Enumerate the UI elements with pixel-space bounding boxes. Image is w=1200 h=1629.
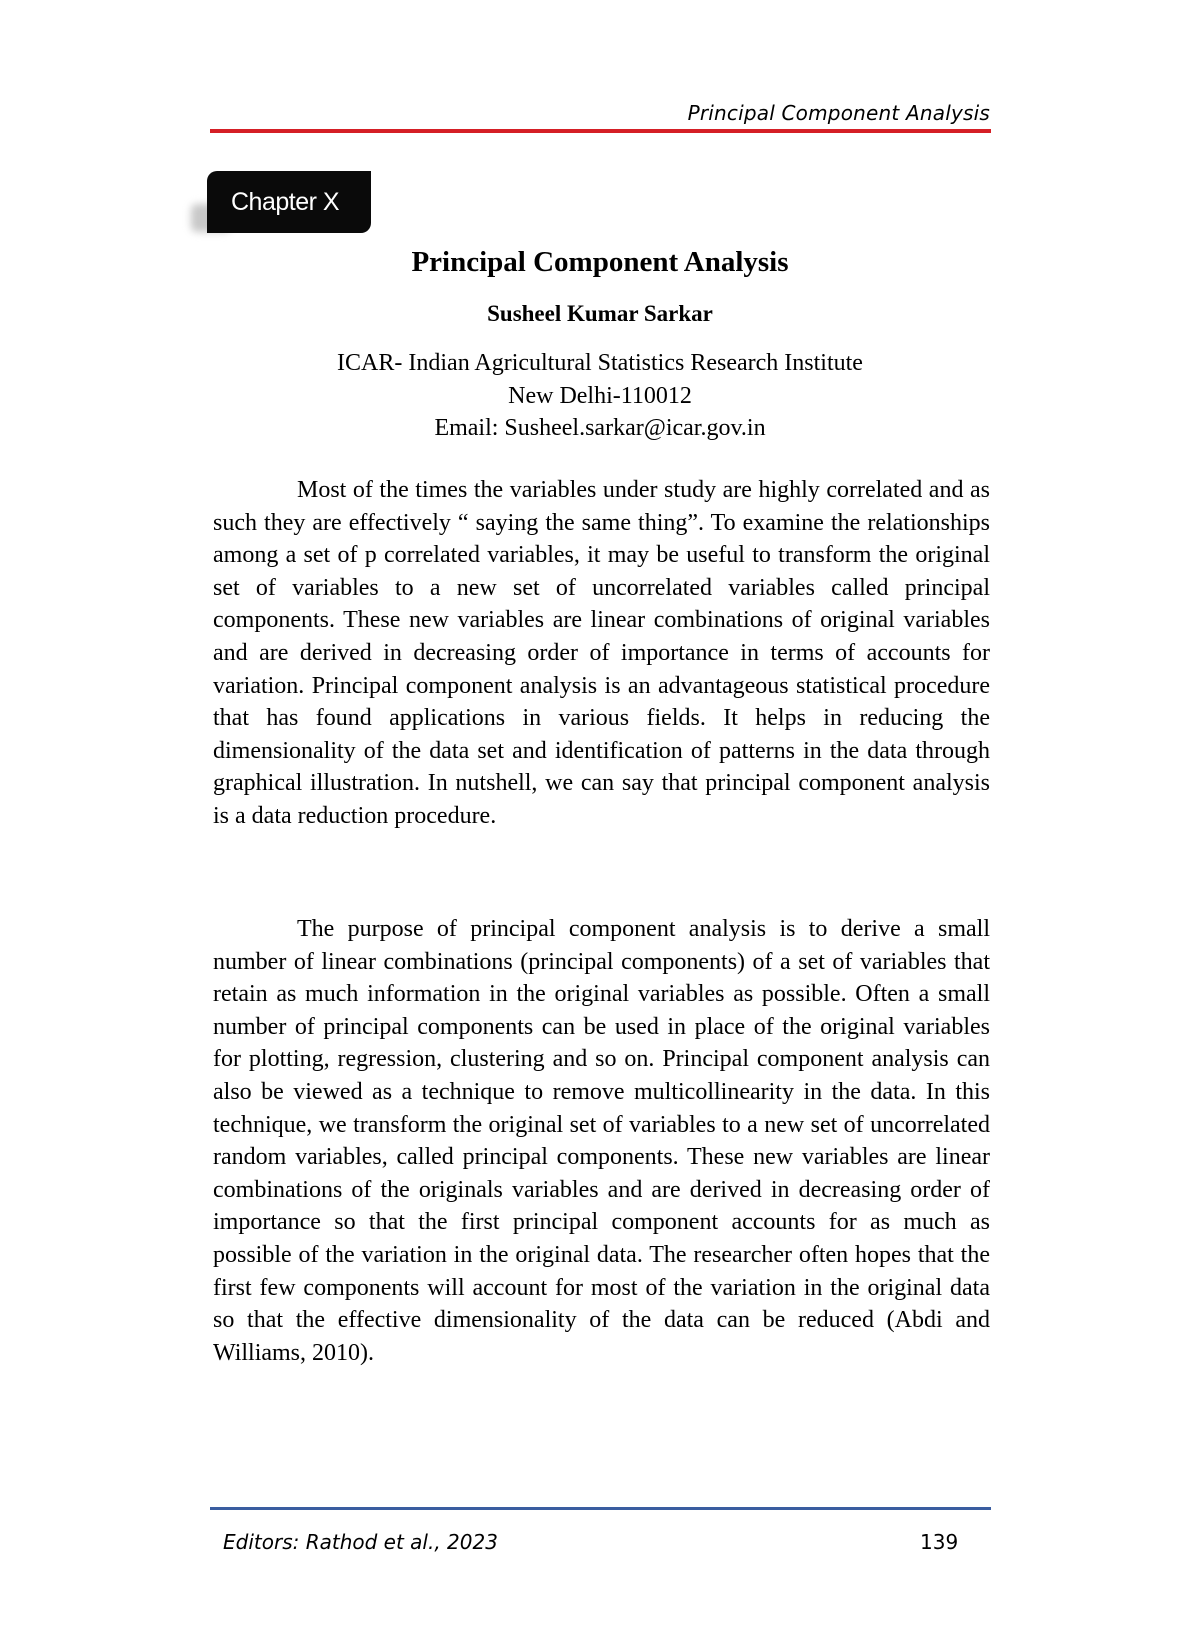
affiliation-institute: ICAR- Indian Agricultural Statistics Research Institute xyxy=(337,350,863,376)
article-title: Principal Component Analysis xyxy=(411,246,789,278)
footer-editors: Editors: Rathod et al., 2023 xyxy=(223,1530,498,1554)
header-rule xyxy=(210,129,991,133)
footer-rule xyxy=(210,1507,991,1510)
paragraph-1-text: Most of the times the variables under study are highly correlated and as such they are effectively “ saying the same thing”. To examine the relationships among a set of p correlated variables, it may be useful to transform the original set of variables to a new set of uncorrelated variables called principal components. These new variables are linear combinations of original variables and are derived in decreasing order of importance in terms of accounts for variation. Principal component analysis is an advantageous statistical procedure that has found applications in various fields. It helps in reducing the dimensionality of the data set and identification of patterns in the data through graphical illustration. In nutshell, we can say that principal component analysis is a data reduction procedure. xyxy=(213,477,990,829)
author-name: Susheel Kumar Sarkar xyxy=(487,301,713,326)
page-number: 139 xyxy=(920,1530,959,1554)
affiliation-email: Email: Susheel.sarkar@icar.gov.in xyxy=(434,415,766,441)
chapter-tab: Chapter X xyxy=(207,171,371,233)
affiliation-city: New Delhi-110012 xyxy=(508,383,692,409)
paragraph-2 xyxy=(213,913,990,1369)
running-header: Principal Component Analysis xyxy=(687,101,990,125)
paragraph-2-text: The purpose of principal component analysis is to derive a small number of linear combinations (principal components) of a set of variables that retain as much information in the original variables as possible. Often a small number of principal components can be used in place of the original variables for plotting, regression, clustering and so on. Principal component analysis can also be viewed as a technique to remove multicollinearity in the data. In this technique, we transform the original set of variables to a new set of uncorrelated random variables, called principal components. These new variables are linear combinations of the originals variables and are derived in decreasing order of importance so that the first principal component accounts for as much as possible of the variation in the original data. The researcher often hopes that the first few components will account for most of the variation in the original data so that the effective dimensionality of the data can be reduced (Abdi and Williams, 2010). xyxy=(213,916,990,1366)
paragraph-1 xyxy=(213,474,990,833)
